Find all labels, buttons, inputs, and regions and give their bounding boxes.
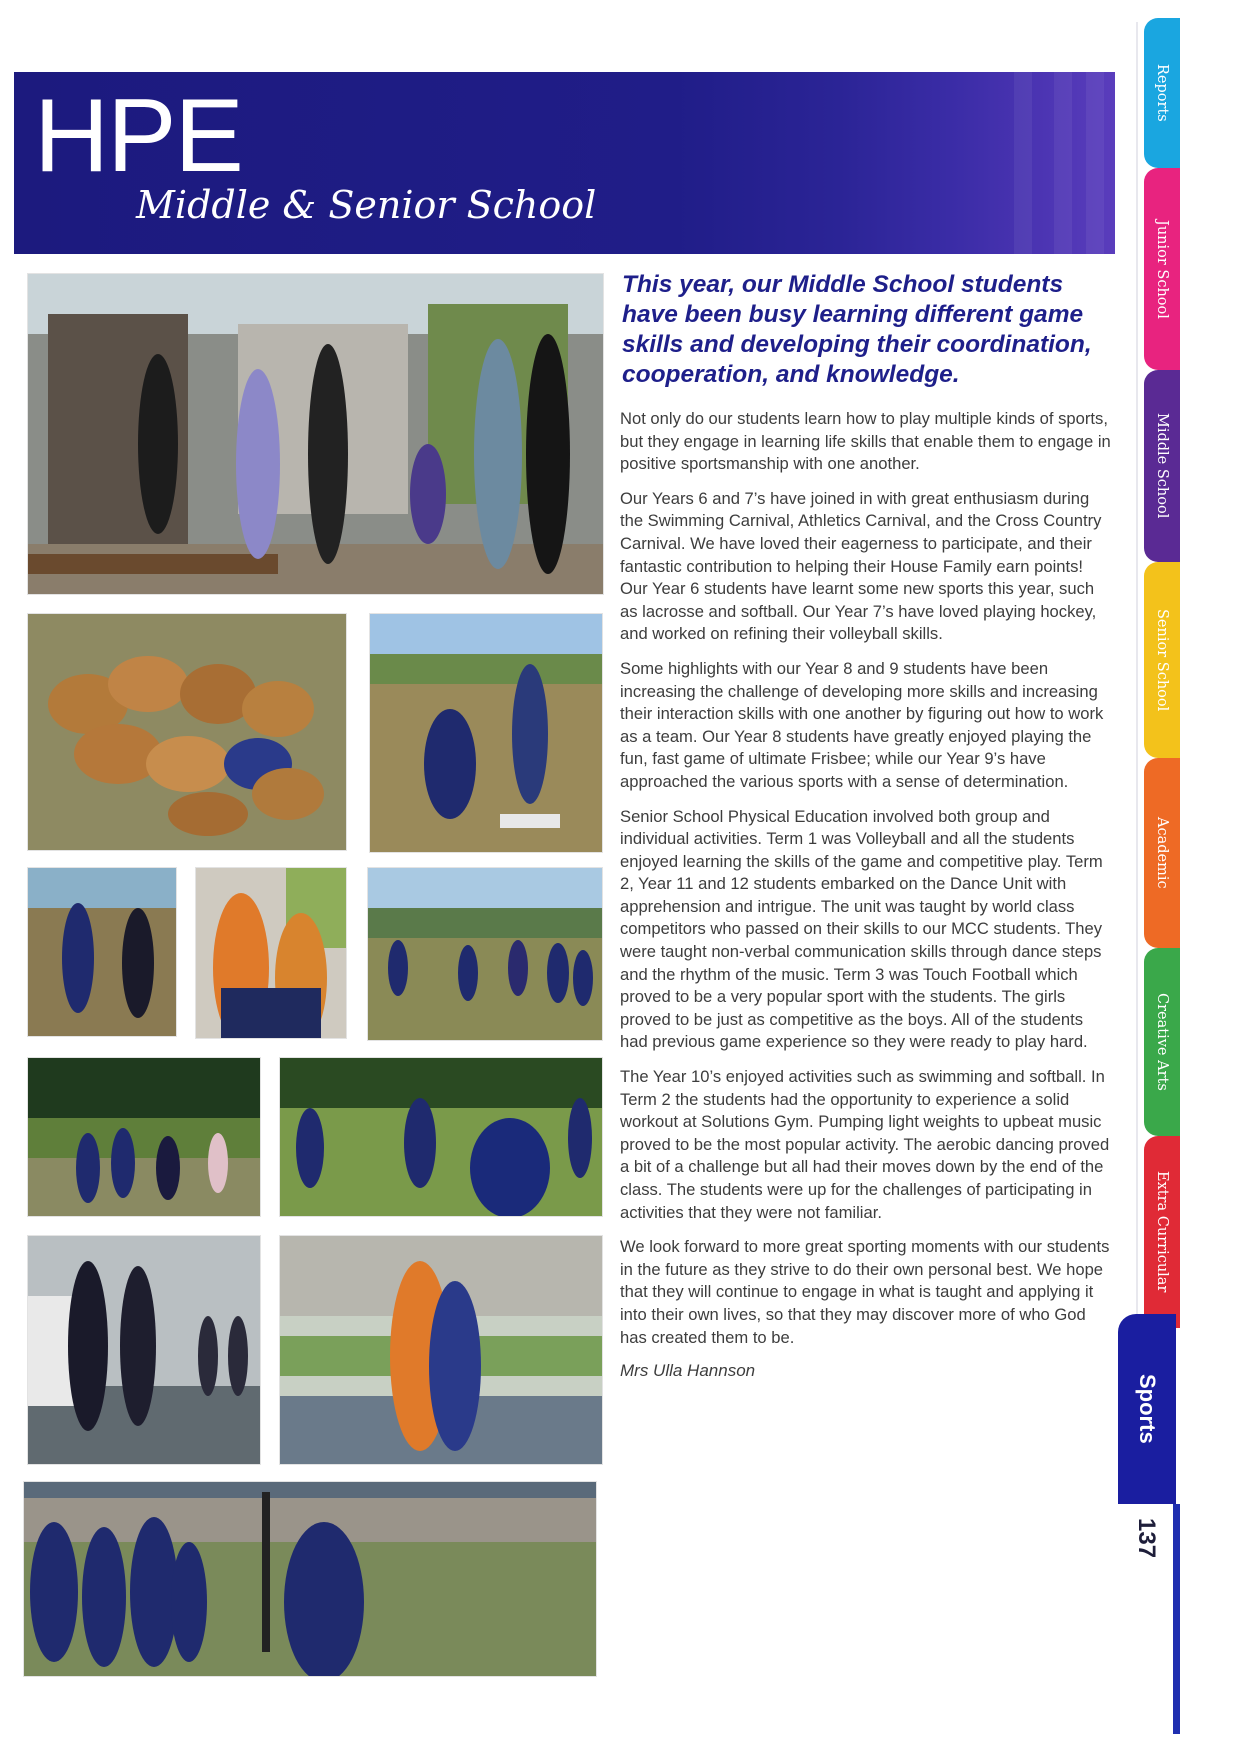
article-paragraph: Some highlights with our Year 8 and 9 students have been increasing the challenge of developing more skills and increasing their interaction skills with one another by figuring out how to work as a team. Our Year 8 students have greatly enjoyed playing the fun, fast game of ultimate Frisbee; while our Year 9’s have approached the various sports with a sense of determination. xyxy=(620,658,1104,791)
article-author: Mrs Ulla Hannson xyxy=(620,1361,756,1381)
photo-touch-football xyxy=(368,868,602,1040)
tab-academic[interactable]: Academic xyxy=(1144,758,1180,948)
photo-volleyball-court xyxy=(28,1058,260,1216)
tab-extra-curricular[interactable]: Extra Curricular xyxy=(1144,1136,1180,1328)
spine-bar xyxy=(1173,1504,1180,1734)
tab-sports[interactable]: Sports xyxy=(1118,1314,1176,1504)
article-paragraph: Senior School Physical Education involved both group and individual activities. Term 1 was Volleyball and all the students enjoyed learning the skills of the game and competitive play. Term 2, Year 11 and 12 students embarked on the Dance Unit with apprehension and intrigue. The unit was taught by world class competitors who passed on their skills to our MCC students. They were taught non-verbal communication skills through dance steps and the rhythm of the music. Term 3 was Touch Football which proved to be a very popular sport with the students. The girls proved to be just as competitive as the boys. All of the students had previous game experience so they were ready to play hard. xyxy=(620,806,1103,1052)
tab-junior-school[interactable]: Junior School xyxy=(1144,168,1180,370)
article-paragraph: We look forward to more great sporting moments with our students in the future as they strive to do their own personal best. We hope that they will continue to engage in what is taught and applying it into their own lives, so that they may discover more of who God has created them to be. xyxy=(620,1237,1110,1347)
article-paragraph: Our Years 6 and 7’s have joined in with great enthusiasm during the Swimming Carnival, Athletics Carnival, and the Cross Country Carnival. We have loved their eagerness to participate, and their fantastic contribution to helping their House Family earn points! Our Year 6 students have learnt some new sports this year, such as lacrosse and softball. Our Year 7’s have loved playing hockey, and worked on refining their volleyball skills. xyxy=(620,488,1102,644)
photo-indoor-dance xyxy=(28,1236,260,1464)
page-title: HPE xyxy=(34,78,242,194)
page-subtitle: Middle & Senior School xyxy=(136,183,597,227)
photo-volleyball-pair xyxy=(28,868,176,1036)
article-intro: This year, our Middle School students have been busy learning different game skills and developing their coordination, cooperation, and knowledge. xyxy=(622,271,1092,388)
tab-rail xyxy=(1136,22,1138,1502)
tab-middle-school[interactable]: Middle School xyxy=(1144,370,1180,562)
tab-senior-school[interactable]: Senior School xyxy=(1144,562,1180,758)
page-number: 137 xyxy=(1133,1517,1160,1559)
tab-reports[interactable]: Reports xyxy=(1144,18,1180,168)
photo-frisbee-field xyxy=(280,1058,602,1216)
header-banner xyxy=(14,72,1115,254)
photo-partner-dance xyxy=(196,868,346,1038)
article-body xyxy=(620,270,1112,1381)
article-paragraph: Not only do our students learn how to play multiple kinds of sports, but they engage in learning life skills that enable them to engage in positive sportsmanship with one another. xyxy=(620,409,1111,474)
photo-softball-gloves xyxy=(28,614,346,850)
photo-softball-team xyxy=(24,1482,596,1676)
photo-softball-field xyxy=(370,614,602,852)
photo-teachers-dance xyxy=(280,1236,602,1464)
tab-creative-arts[interactable]: Creative Arts xyxy=(1144,948,1180,1136)
article-paragraph: The Year 10’s enjoyed activities such as swimming and softball. In Term 2 the students had the opportunity to experience a solid workout at Solutions Gym. Pumping light weights to upbeat music proved to be the most popular activity. The aerobic dancing proved a bit of a challenge but all had their moves down by the end of the class. The students were up for the challenges of participating in activities that they were not familiar. xyxy=(620,1067,1110,1222)
photo-dance-group xyxy=(28,274,603,594)
